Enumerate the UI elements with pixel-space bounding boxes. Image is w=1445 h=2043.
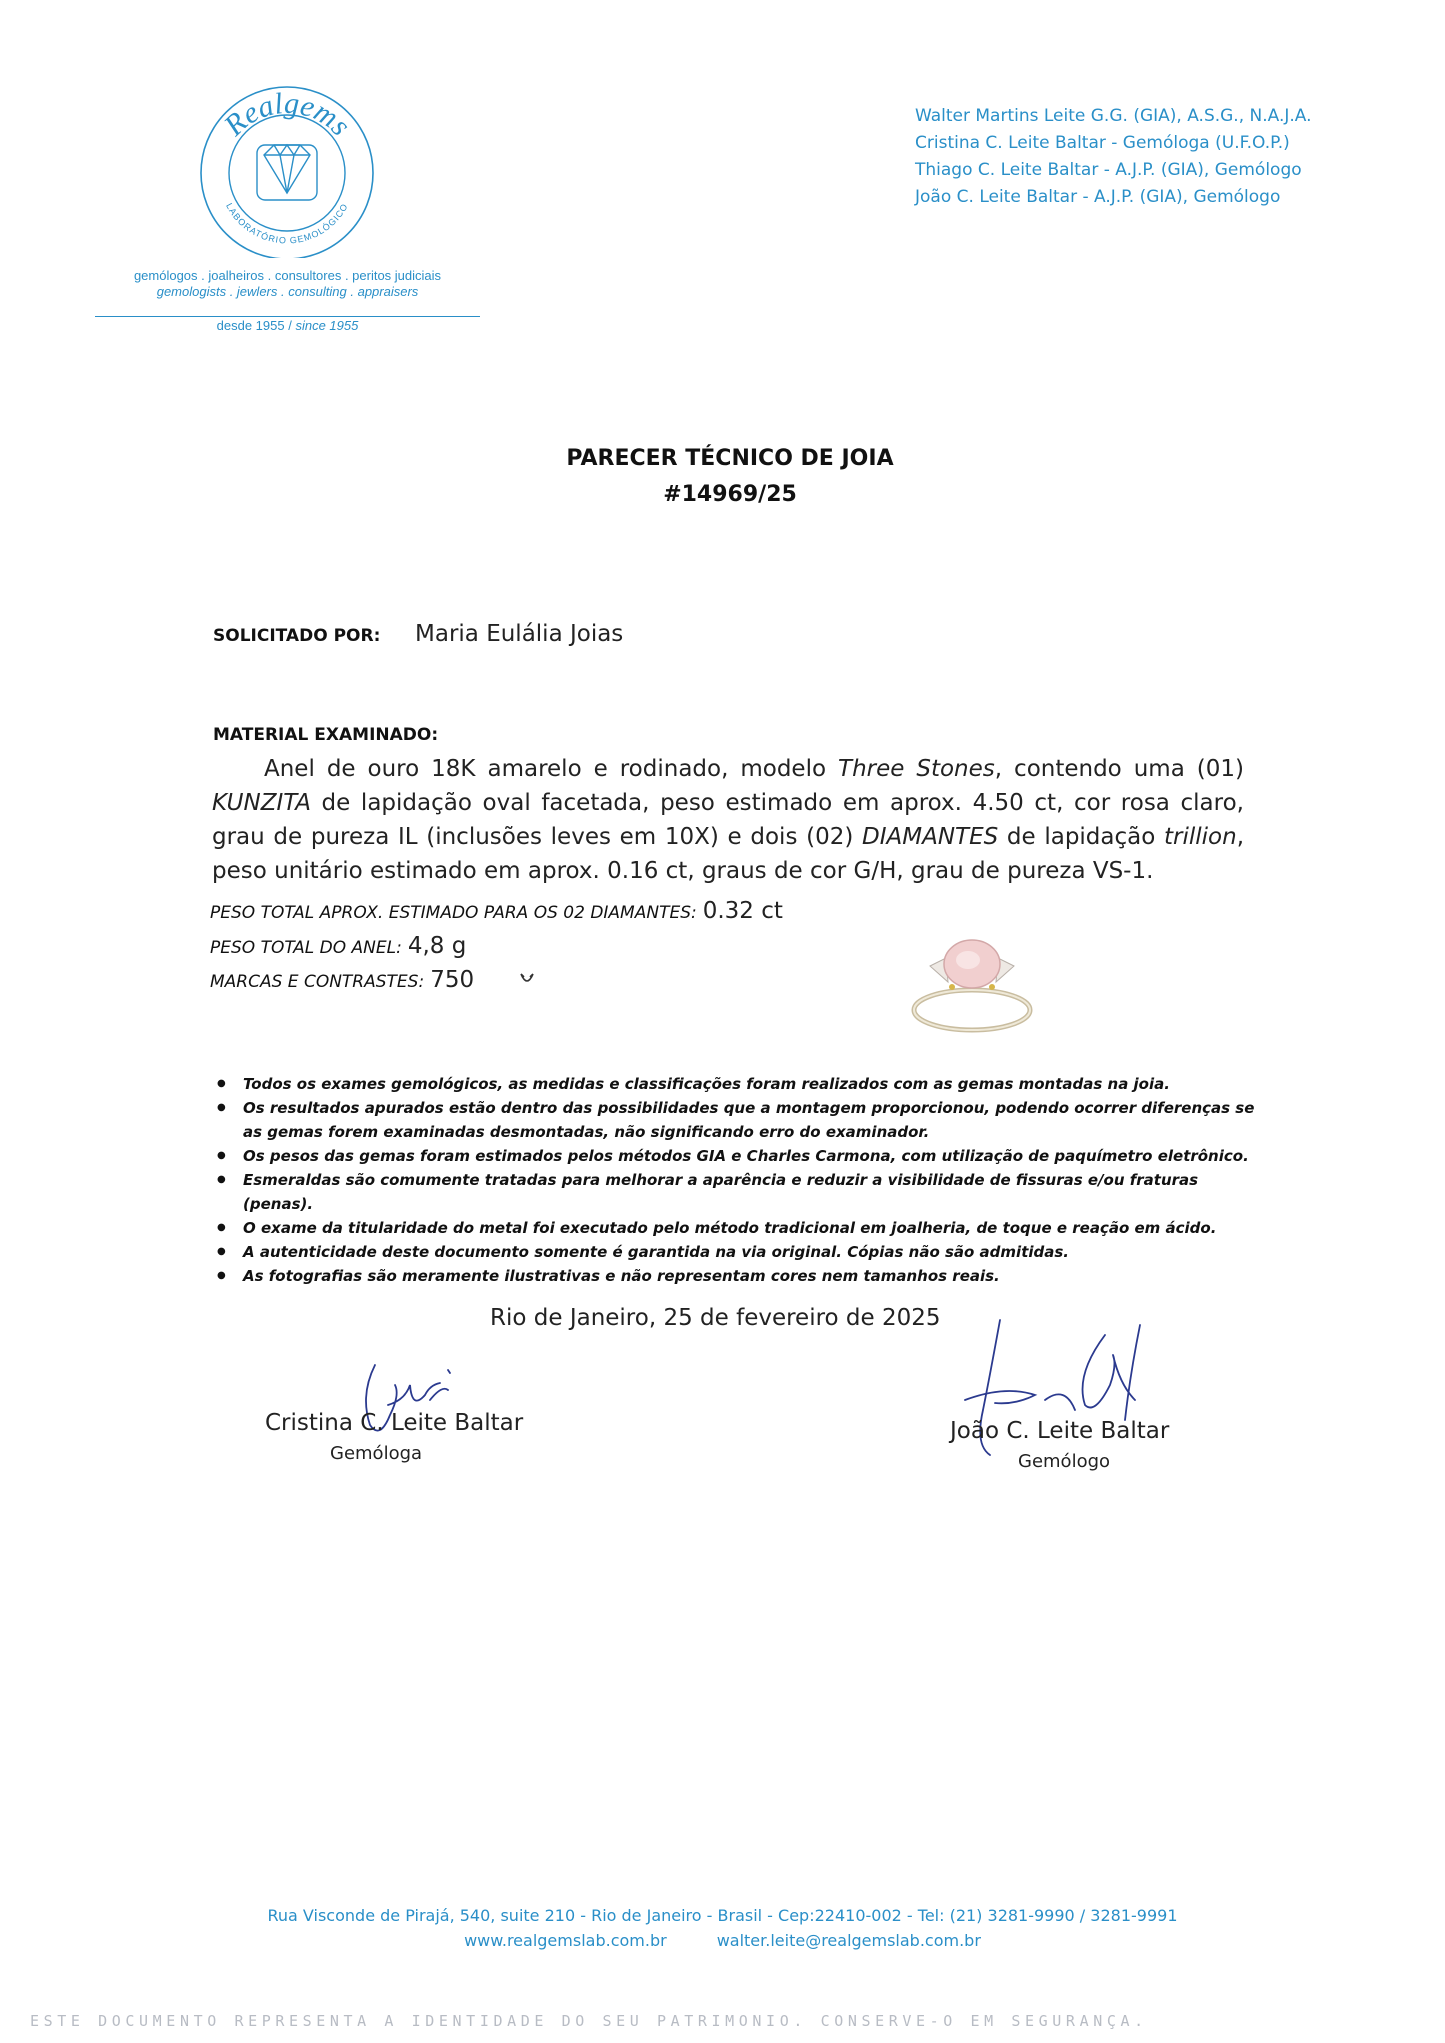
since-english: since 1955	[295, 318, 359, 333]
footer-email-link[interactable]: walter.leite@realgemslab.com.br	[716, 1931, 981, 1950]
note-item: ● As fotografias são meramente ilustrativas e não representam cores nem tamanhos reais.	[215, 1264, 1255, 1288]
note-item: ● Esmeraldas são comumente tratadas para melhorar a aparência e reduzir a visibilidade de fissuras e/ou fraturas (penas).	[215, 1168, 1255, 1216]
since-portuguese: desde 1955 /	[216, 318, 292, 333]
marks-value: 750	[430, 967, 475, 993]
material-label: MATERIAL EXAMINADO:	[213, 725, 439, 745]
document-title: PARECER TÉCNICO DE JOIA	[566, 446, 894, 471]
note-item: ● Os pesos das gemas foram estimados pelos métodos GIA e Charles Carmona, com utilização de paquímetro eletrônico.	[215, 1144, 1255, 1168]
diamond-icon	[257, 145, 317, 200]
signer-role: Gemólogo	[1018, 1451, 1111, 1472]
signer-name: João C. Leite Baltar	[950, 1418, 1170, 1444]
gemologist-line: Walter Martins Leite G.G. (GIA), A.S.G., N.A.J.A.	[915, 106, 1312, 126]
diamonds-weight-label: PESO TOTAL APROX. ESTIMADO PARA OS 02 DIAMANTES:	[210, 903, 697, 923]
tagline-portuguese: gemólogos . joalheiros . consultores . peritos judiciais	[133, 268, 442, 283]
note-item: ● Os resultados apurados estão dentro das possibilidades que a montagem proporcionou, podendo ocorrer diferenças se as gemas forem examinadas desmontadas, não significando erro do examinador.	[215, 1096, 1255, 1144]
diamonds-weight-value: 0.32 ct	[702, 898, 783, 924]
marks-row	[210, 967, 474, 993]
gemologists-list	[915, 103, 1335, 211]
security-line: ESTE DOCUMENTO REPRESENTA A IDENTIDADE DO SEU PATRIMONIO. CONSERVE-O EM SEGURANÇA.	[30, 2012, 1148, 2030]
marks-label: MARCAS E CONTRASTES:	[210, 972, 425, 992]
gemologist-line: Thiago C. Leite Baltar - A.J.P. (GIA), Gemólogo	[915, 160, 1302, 180]
place-date: Rio de Janeiro, 25 de fevereiro de 2025	[490, 1305, 941, 1331]
since-line	[95, 318, 480, 333]
notes-list	[215, 1072, 1255, 1288]
requester-label: SOLICITADO POR:	[213, 626, 381, 646]
note-item: ● O exame da titularidade do metal foi executado pelo método tradicional em joalheria, de toque e reação em ácido.	[215, 1216, 1255, 1240]
diamonds-weight-row	[210, 898, 783, 924]
note-item: ● Todos os exames gemológicos, as medidas e classificações foram realizados com as gemas montadas na joia.	[215, 1072, 1255, 1096]
logo-divider	[95, 316, 480, 317]
ring-weight-row	[210, 933, 466, 959]
material-description: Anel de ouro 18K amarelo e rodinado, modelo Three Stones, contendo uma (01) KUNZITA de lapidação oval facetada, peso estimado em aprox. 4.50 ct, cor rosa claro, grau de pureza IL (inclusões leves em 10X) e dois (02) DIAMANTES de lapidação trillion, peso unitário estimado em aprox. 0.16 ct, graus de cor G/H, grau de pureza VS-1.	[212, 756, 1244, 884]
gemologist-line: João C. Leite Baltar - A.J.P. (GIA), Gemólogo	[915, 187, 1281, 207]
svg-text:LABORATÓRIO GEMOLÓGICO	[224, 201, 350, 245]
svg-text:Realgems	[217, 87, 357, 143]
signer-role: Gemóloga	[330, 1443, 423, 1464]
logo-subtitle-text: LABORATÓRIO GEMOLÓGICO	[224, 201, 350, 246]
gemologist-line: Cristina C. Leite Baltar - Gemóloga (U.F.O.P.)	[915, 133, 1290, 153]
tagline-english: gemologists . jewlers . consulting . appraisers	[156, 284, 419, 299]
realgems-logo	[192, 83, 382, 258]
requester-value: Maria Eulália Joias	[415, 621, 624, 647]
ring-weight-label: PESO TOTAL DO ANEL:	[210, 938, 402, 958]
footer-website-link[interactable]: www.realgemslab.com.br	[464, 1931, 667, 1950]
footer-address: Rua Visconde de Pirajá, 540, suite 210 - Rio de Janeiro - Brasil - Cep:22410-002 - Tel: (21) 3281-9990 / 3281-9991	[267, 1906, 1178, 1925]
ring-photo	[902, 932, 1042, 1040]
footer-contacts	[200, 1931, 1245, 1950]
ring-weight-value: 4,8 g	[407, 933, 467, 959]
note-item: ● A autenticidade deste documento somente é garantida na via original. Cópias não são admitidas.	[215, 1240, 1255, 1264]
document-number: #14969/25	[663, 482, 797, 507]
logo-brand-text: Realgems	[217, 86, 357, 143]
signer-name: Cristina C. Leite Baltar	[265, 1410, 524, 1436]
hallmark-icon	[518, 970, 536, 988]
